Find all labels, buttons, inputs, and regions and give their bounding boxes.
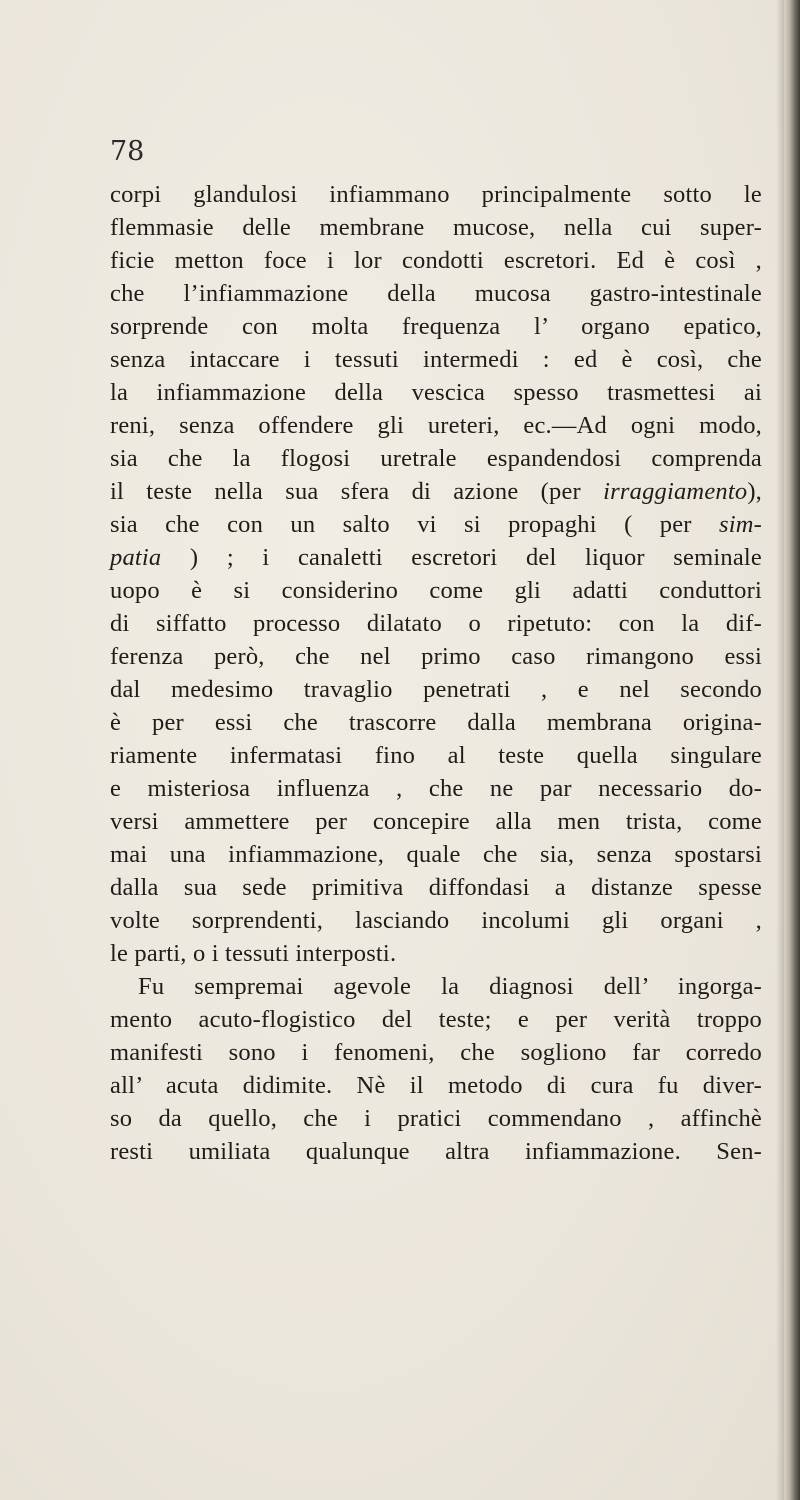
text-run: ),: [747, 478, 762, 505]
text-line: mai una infiammazione, quale che sia, senza spostarsi: [110, 841, 762, 868]
text-line: è per essi che trascorre dalla membrana origina-: [110, 709, 762, 736]
italic-term: sim-: [719, 511, 763, 538]
text-line: manifesti sono i fenomeni, che sogliono far corredo: [110, 1039, 762, 1066]
text-line: sorprende con molta frequenza l’ organo epatico,: [110, 313, 762, 340]
text-line: riamente infermatasi fino al teste quella singulare: [110, 742, 762, 769]
text-run: ) ; i canaletti escretori del liquor seminale: [161, 544, 762, 571]
text-line: mento acuto-flogistico del teste; e per verità troppo: [110, 1006, 762, 1033]
text-line: sia che la flogosi uretrale espandendosi comprenda: [110, 445, 762, 472]
text-line: flemmasie delle membrane mucose, nella cui super-: [110, 214, 762, 241]
page-number: 78: [110, 136, 145, 167]
text-line: Fu sempremai agevole la diagnosi dell’ ingorga-: [138, 973, 762, 1000]
book-spine: [784, 0, 800, 1500]
text-line: reni, senza offendere gli ureteri, ec.—Ad ogni modo,: [110, 412, 762, 439]
text-line: [110, 508, 762, 541]
text-run: il teste nella sua sfera di azione (per: [110, 478, 581, 505]
spine-shadow: [776, 0, 784, 1500]
text-line: [110, 475, 762, 508]
text-line: ficie metton foce i lor condotti escretori. Ed è così ,: [110, 247, 762, 274]
text-line: ferenza però, che nel primo caso rimangono essi: [110, 643, 762, 670]
body-text: [110, 178, 762, 1168]
text-line: versi ammettere per concepire alla men trista, come: [110, 808, 762, 835]
text-line: [110, 541, 762, 574]
text-line: le parti, o i tessuti interposti.: [110, 940, 397, 967]
italic-term: patia: [110, 544, 162, 571]
text-line: all’ acuta didimite. Nè il metodo di cura fu diver-: [110, 1072, 762, 1099]
text-line: senza intaccare i tessuti intermedi : ed è così, che: [110, 346, 762, 373]
text-line: volte sorprendenti, lasciando incolumi gli organi ,: [110, 907, 762, 934]
text-line: dal medesimo travaglio penetrati , e nel secondo: [110, 676, 762, 703]
italic-term: irraggiamento: [603, 478, 748, 505]
text-line: uopo è si considerino come gli adatti conduttori: [110, 577, 762, 604]
text-line: che l’infiammazione della mucosa gastro-intestinale: [110, 280, 762, 307]
text-line: so da quello, che i pratici commendano , affinchè: [110, 1105, 762, 1132]
text-line: di siffatto processo dilatato o ripetuto: con la dif-: [110, 610, 762, 637]
text-line: dalla sua sede primitiva diffondasi a distanze spesse: [110, 874, 762, 901]
text-run: sia che con un salto vi si propaghi ( per: [110, 511, 692, 538]
text-line: corpi glandulosi infiammano principalmente sotto le: [110, 181, 762, 208]
text-line: e misteriosa influenza , che ne par necessario do-: [110, 775, 762, 802]
text-line: la infiammazione della vescica spesso trasmettesi ai: [110, 379, 762, 406]
text-line: resti umiliata qualunque altra infiammazione. Sen-: [110, 1138, 762, 1165]
